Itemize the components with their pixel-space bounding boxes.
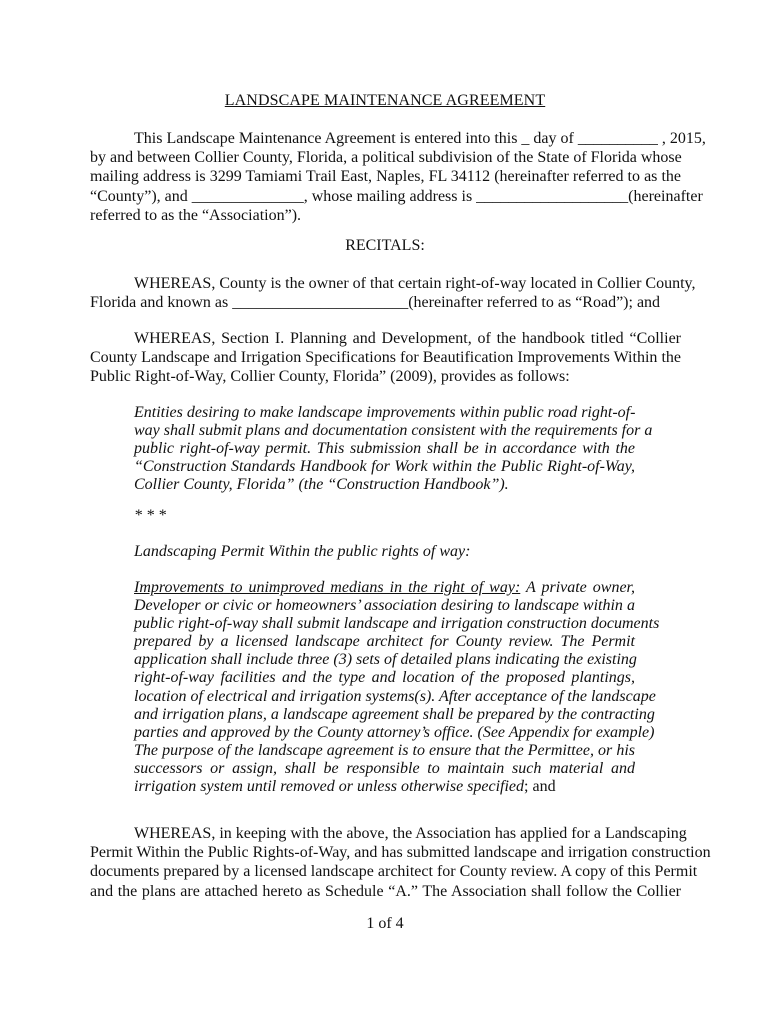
text-line: way shall submit plans and documentation consistent with the requirements for a: [134, 422, 653, 440]
text-line: public right-of-way permit. This submission shall be in accordance with the: [134, 440, 635, 458]
whereas-paragraph-3: [90, 824, 711, 901]
text-line: mailing address is 3299 Tamiami Trail East, Naples, FL 34112 (hereinafter referred to as the: [90, 168, 681, 186]
text-line: by and between Collier County, Florida, a political subdivision of the State of Florida whose: [90, 149, 682, 167]
text-line: Developer or civic or homeowners’ association desiring to landscape within a: [134, 597, 635, 615]
last-line-italic: irrigation system until removed or unless otherwise specified: [134, 778, 525, 796]
quoted-passage-2: [134, 579, 660, 796]
text-line: WHEREAS, in keeping with the above, the Association has applied for a Landscaping: [134, 825, 687, 842]
text-line: prepared by a licensed landscape architect for County review. The Permit: [134, 633, 635, 651]
document-title: LANDSCAPE MAINTENANCE AGREEMENT: [224, 92, 546, 109]
text-line: referred to as the “Association”).: [90, 206, 302, 224]
text-line: and the plans are attached hereto as Schedule “A.” The Association shall follow the Collier: [90, 882, 681, 900]
text-line: Permit Within the Public Rights-of-Way, and has submitted landscape and irrigation construction: [90, 844, 711, 862]
text-line: Florida and known as ______________________(hereinafter referred to as “Road”); and: [90, 294, 661, 312]
text-line: “Construction Standards Handbook for Work within the Public Right-of-Way,: [134, 458, 635, 476]
text-line: location of electrical and irrigation systems(s). After acceptance of the landscape: [134, 687, 656, 705]
text-line: application shall include three (3) sets of detailed plans indicating the existing: [134, 651, 637, 669]
text-line: Entities desiring to make landscape improvements within public road right-of-: [134, 404, 636, 421]
text-line: WHEREAS, County is the owner of that certain right-of-way located in Collier County,: [134, 275, 696, 292]
text-line: The purpose of the landscape agreement is to ensure that the Permittee, or his: [134, 741, 635, 759]
text-line: [134, 778, 635, 796]
underlined-lead: Improvements to unimproved medians in the right of way:: [134, 579, 521, 596]
text-line: County Landscape and Irrigation Specifications for Beautification Improvements Within the: [90, 349, 681, 367]
quoted-passage-1: [134, 404, 653, 494]
recitals-heading: RECITALS:: [345, 237, 425, 254]
text-line: WHEREAS, Section I. Planning and Development, of the handbook titled “Collier: [134, 330, 681, 347]
intro-paragraph: [90, 129, 706, 225]
text-line: Public Right-of-Way, Collier County, Florida” (2009), provides as follows:: [90, 368, 570, 386]
first-line-rest: A private owner,: [520, 579, 636, 596]
page-number: 1 of 4: [366, 915, 404, 932]
whereas-paragraph-2: [90, 329, 681, 387]
text-line: public right-of-way shall submit landscape and irrigation construction documents: [134, 615, 660, 633]
text-line: right-of-way facilities and the type and location of the proposed plantings,: [134, 669, 635, 687]
whereas-paragraph-1: [90, 274, 696, 312]
text-line: This Landscape Maintenance Agreement is entered into this _ day of __________ , 2015,: [134, 130, 706, 147]
text-line: and irrigation plans, a landscape agreement shall be prepared by the contracting: [134, 705, 655, 723]
text-line: [134, 579, 635, 597]
landscaping-permit-subheading: Landscaping Permit Within the public rights of way:: [134, 543, 471, 560]
text-line: parties and approved by the County attorney’s office. (See Appendix for example): [134, 723, 655, 741]
text-line: successors or assign, shall be responsible to maintain such material and: [134, 759, 635, 777]
text-line: Collier County, Florida” (the “Construction Handbook”).: [134, 476, 509, 494]
text-line: “County”), and ______________, whose mailing address is ___________________(hereinafter: [90, 187, 703, 205]
last-line-tail: ; and: [524, 778, 556, 796]
ellipsis-separator: * * *: [134, 507, 166, 524]
text-line: documents prepared by a licensed landscape architect for County review. A copy of this Permit: [90, 863, 698, 881]
